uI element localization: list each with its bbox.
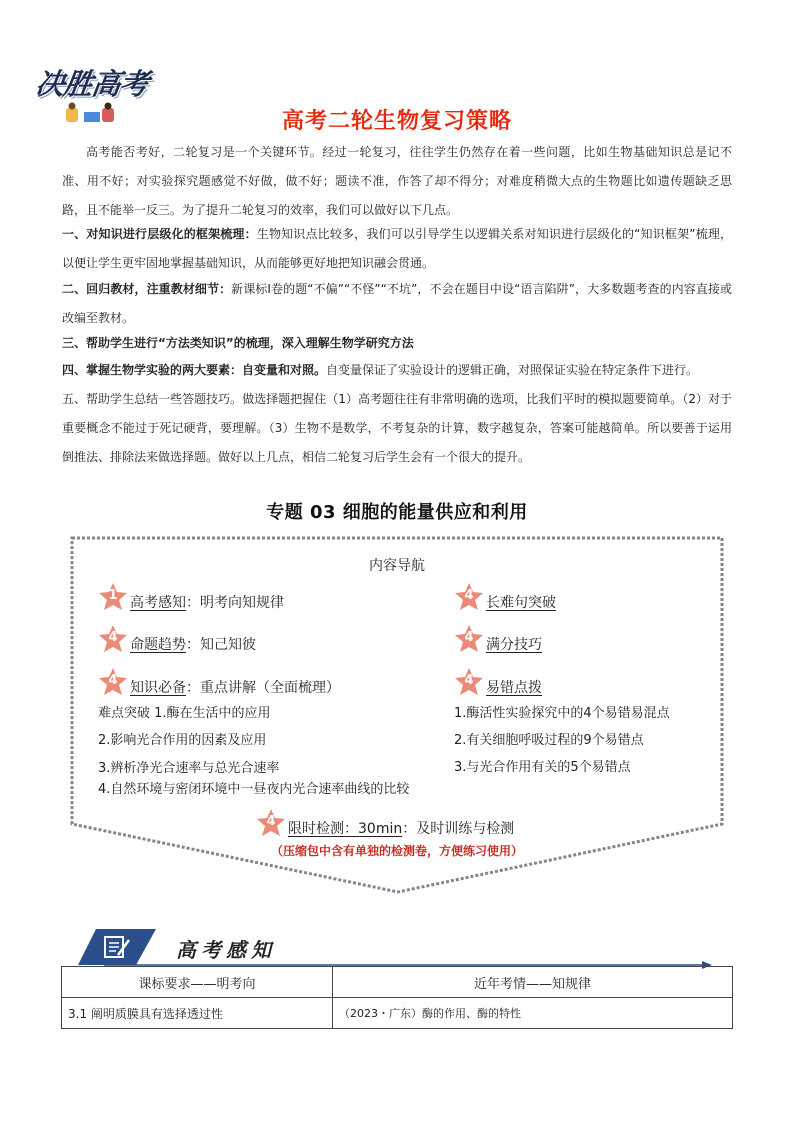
point-2-text: 新课标Ⅰ卷的题“不偏”“不怪”“不坑”，不会在题目中设“语言陷阱”，大多数题考查的内容直接或改编至教材。: [62, 282, 732, 325]
star-badge-icon: 4: [98, 667, 128, 697]
star-badge-icon: 1: [98, 582, 128, 612]
nav-sub-left-1[interactable]: 难点突破 1.酶在生活中的应用: [98, 706, 271, 721]
nav-sub-right-2[interactable]: 2.有关细胞呼吸过程的9个易错点: [454, 733, 644, 748]
topic-title: 专题 03 细胞的能量供应和利用: [266, 502, 528, 523]
nav-item-desc: ：明考向知规律: [186, 595, 284, 611]
nav-item-key: 易错点拨: [486, 680, 542, 696]
nav-item-key: 命题趋势: [130, 637, 186, 653]
nav-item-yicuo-dianbo[interactable]: [454, 673, 542, 697]
point-2: [62, 275, 732, 333]
nav-item-desc: ：知己知彼: [186, 637, 256, 653]
nav-item-mingti-qushi[interactable]: [98, 630, 256, 654]
main-title: 高考二轮生物复习策略: [281, 109, 512, 134]
point-1: [62, 220, 732, 278]
star-badge-icon: 4: [454, 624, 484, 654]
nav-item-key: 长难句突破: [486, 595, 556, 611]
nav-sub-right-1[interactable]: 1.酶活性实验探究中的4个易错易混点: [454, 706, 670, 721]
star-badge-icon: 4: [98, 624, 128, 654]
nav-item-key: 限时检测：30min: [288, 821, 403, 837]
section-banner: [74, 925, 714, 969]
nav-item-key: 满分技巧: [486, 637, 542, 653]
nav-note: （压缩包中含有单独的检测卷，方便练习使用）: [270, 844, 523, 858]
point-3-heading: 三、帮助学生进行“方法类知识”的梳理，深入理解生物学研究方法: [62, 336, 414, 350]
nav-sub-left-2[interactable]: 2.影响光合作用的因素及应用: [98, 733, 267, 748]
table-row: [62, 998, 733, 1029]
requirements-table: [61, 966, 733, 1029]
nav-item-xianshi-jiance[interactable]: [256, 814, 515, 838]
star-badge-icon: 4: [454, 667, 484, 697]
nav-item-zhishi-bibei[interactable]: [98, 673, 340, 697]
point-3: [62, 329, 732, 358]
point-5: 五、帮助学生总结一些答题技巧。做选择题把握住（1）高考题往往有非常明确的选项，比我们平时的模拟题要简单。（2）对于重要概念不能过于死记硬背，要理解。（3）生物不是数学，不考复杂的计算，数字越复杂，答案可能越简单。所以要善于运用倒推法、排除法来做选择题。做好以上几点，相信二轮复习后学生会有一个很大的提升。: [62, 392, 732, 464]
nav-sub-right-3[interactable]: 3.与光合作用有关的5个易错点: [454, 760, 631, 775]
logo-text: 决胜高考: [33, 67, 151, 101]
point-4-text: 自变量保证了实验设计的逻辑正确，对照保证实验在特定条件下进行。: [326, 363, 699, 377]
nav-heading: 内容导航: [369, 558, 425, 574]
star-badge-icon: 4: [256, 808, 286, 838]
section-title: 高考感知: [176, 938, 276, 962]
point-2-heading: 二、回归教材，注重教材细节：: [62, 282, 232, 296]
table-cell: （2023・广东）酶的作用、酶的特性: [333, 998, 733, 1029]
table-header-cell: 近年考情——知规律: [333, 967, 733, 998]
point-4: [62, 356, 732, 385]
intro-paragraph: 高考能否考好，二轮复习是一个关键环节。经过一轮复习，往往学生仍然存在着一些问题，比如生物基础知识总是记不准、用不好；对实验探究题感觉不好做，做不好；题读不准，作答了却不得分；对难度稍微大点的生物题比如遗传题缺乏思路，且不能举一反三。为了提升二轮复习的效率，我们可以做好以下几点。: [62, 145, 732, 217]
nav-sub-left-3[interactable]: 3.辨析净光合速率与总光合速率: [98, 761, 280, 776]
nav-item-desc: ：重点讲解（全面梳理）: [186, 680, 340, 696]
nav-item-manfen-jiqiao[interactable]: [454, 630, 542, 654]
nav-item-key: 知识必备: [130, 680, 186, 696]
nav-item-key: 高考感知: [130, 595, 186, 611]
nav-item-desc: ：及时训练与检测: [402, 821, 515, 837]
nav-item-gaokao-ganzhi[interactable]: [98, 588, 284, 612]
point-4-heading: 四、掌握生物学实验的两大要素：自变量和对照。: [62, 363, 327, 377]
point-1-text: 生物知识点比较多，我们可以引导学生以逻辑关系对知识进行层级化的“知识框架”梳理，以便让学生更牢固地掌握基础知识，从而能够更好地把知识融会贯通。: [62, 227, 732, 270]
nav-item-changnanju[interactable]: [454, 588, 556, 612]
nav-sub-left-4[interactable]: 4.自然环境与密闭环境中一昼夜内光合速率曲线的比较: [98, 782, 410, 797]
table-cell: 3.1 阐明质膜具有选择透过性: [62, 998, 333, 1029]
star-badge-icon: 4: [454, 582, 484, 612]
point-1-heading: 一、对知识进行层级化的框架梳理：: [62, 227, 257, 241]
table-header-row: [62, 967, 733, 998]
table-header-cell: 课标要求——明考向: [62, 967, 333, 998]
